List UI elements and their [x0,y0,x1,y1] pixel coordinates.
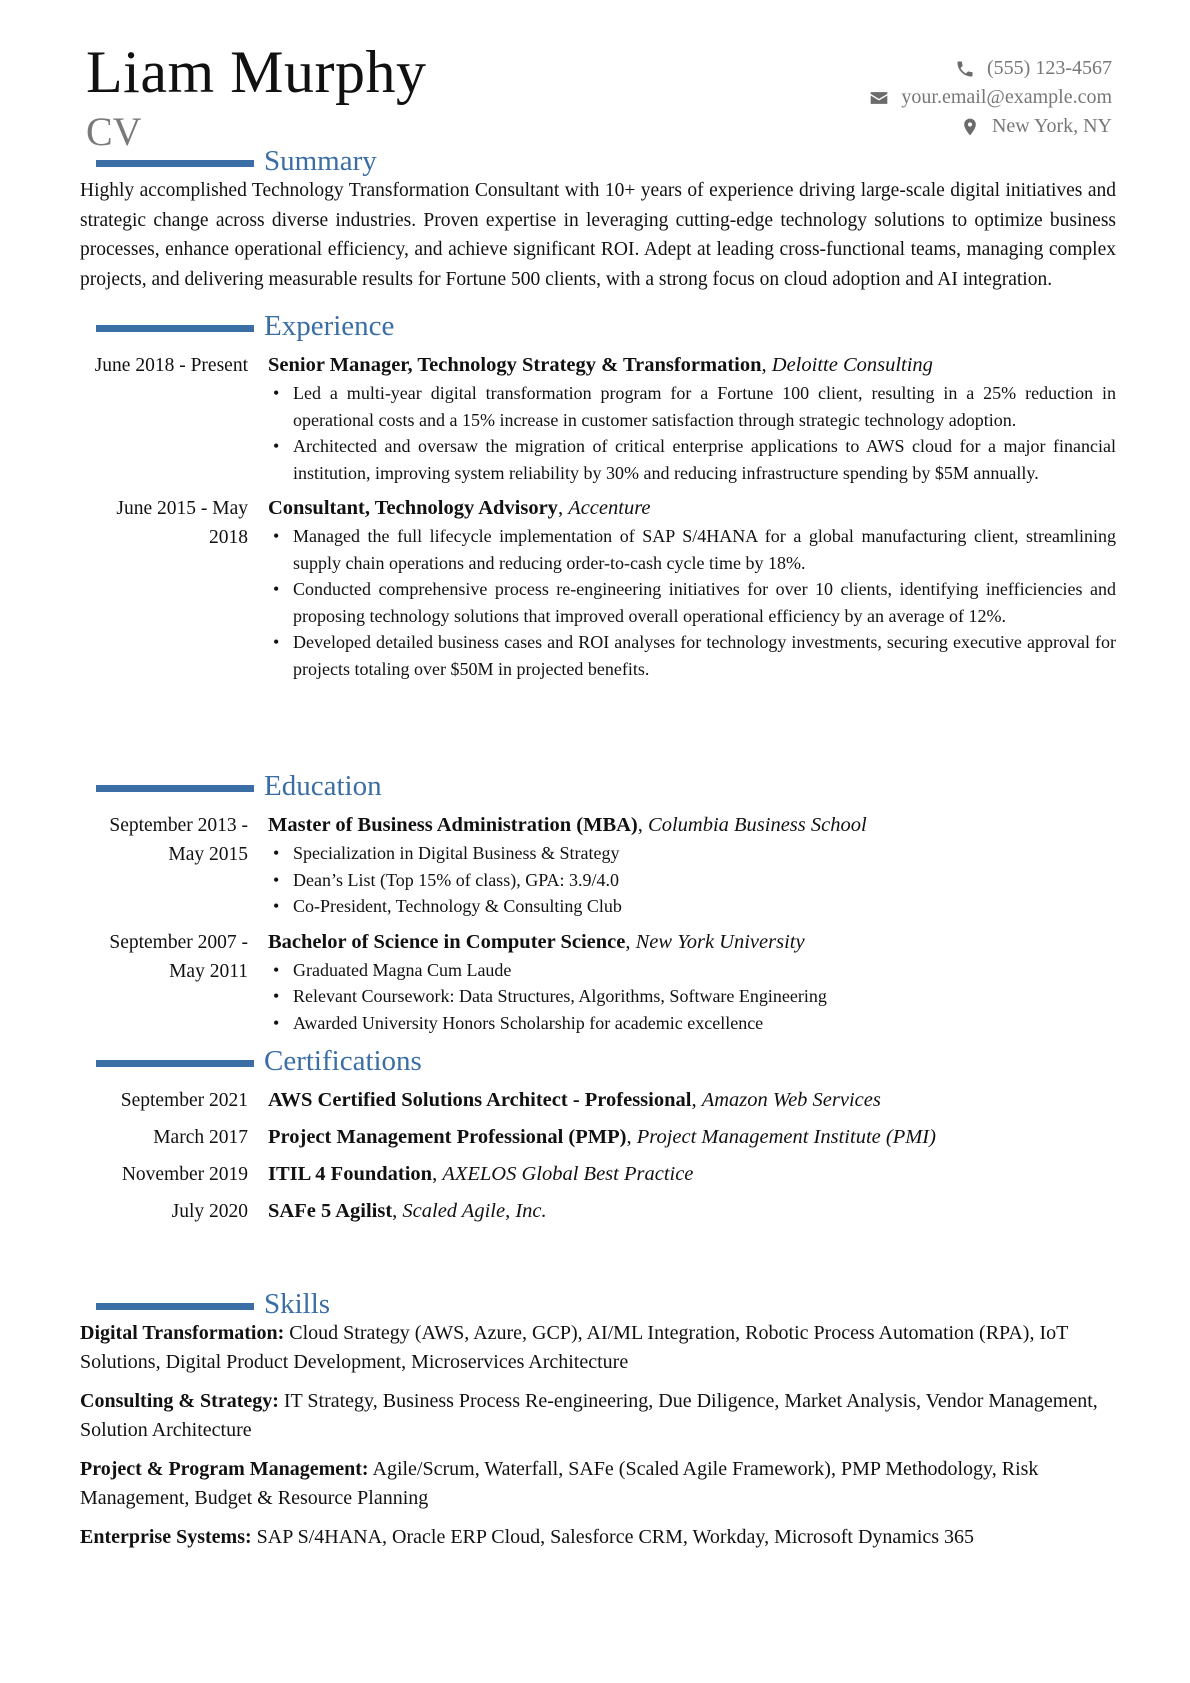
bullet-item: • Conducted comprehensive process re-engineering initiatives for over 10 clients, identifying inefficiencies and proposing technology solutions that improved overall operational efficiency by an average of 12%. [293,576,1116,629]
skill-items: IT Strategy, Business Process Re-engineering, Due Diligence, Market Analysis, Vendor Management, Solution Architecture [80,1390,1098,1441]
cert-name: Project Management Professional (PMP) [268,1126,627,1148]
contact-email [869,83,1112,112]
candidate-name: Liam Murphy [86,39,427,105]
section-heading [86,771,1116,801]
entry-date: June 2015 - May 2018 [116,498,248,548]
contact-phone [869,54,1112,83]
section-title: Skills [264,1288,331,1320]
entry-role: Consultant, Technology Advisory [268,497,558,519]
certification-entry: September 2021 AWS Certified Solutions Architect - Professional, Amazon Web Services [86,1086,1116,1115]
skills-section [80,1288,1116,1562]
bullet-item: • Specialization in Digital Business & Strategy [293,840,1116,867]
cert-issuer: Project Management Institute (PMI) [636,1126,936,1148]
phone-icon [955,59,975,79]
skill-items: Agile/Scrum, Waterfall, SAFe (Scaled Agile Framework), PMP Methodology, Risk Management, Budget & Resource Planning [80,1458,1039,1509]
education-entry: September 2007 - May 2011 Bachelor of Science in Computer Science, New York University • Graduated Magna Cum Laude • Relevant Coursework: Data Structures, Algorithms, Software Engineering • Awarded University Honors Scholarship for academic excellence [86,928,1116,1037]
section-accent-bar [96,160,254,167]
entry-date: September 2021 [120,1090,248,1111]
bullet-item: • Awarded University Honors Scholarship for academic excellence [293,1010,1116,1037]
entry-school: Columbia Business School [648,814,867,836]
entry-school: New York University [635,930,805,953]
section-title: Experience [264,310,395,342]
entry-date: June 2018 - Present [94,355,248,376]
bullet-item: • Co-President, Technology & Consulting Club [293,893,1116,920]
cert-name: AWS Certified Solutions Architect - Professional [268,1089,692,1111]
section-heading [86,146,1116,176]
certifications-section [86,1046,1116,1226]
certification-entry: March 2017 Project Management Professional (PMP), Project Management Institute (PMI) [86,1123,1116,1152]
entry-degree: Bachelor of Science in Computer Science [268,930,626,953]
phone-text[interactable]: (555) 123-4567 [987,57,1112,79]
section-accent-bar [96,1303,254,1310]
skill-group [80,1387,1116,1445]
skill-label: Project & Program Management: [80,1458,369,1480]
cert-issuer: AXELOS Global Best Practice [442,1163,694,1185]
cert-issuer: Scaled Agile, Inc. [402,1200,547,1222]
experience-entry: June 2018 - Present Senior Manager, Technology Strategy & Transformation, Deloitte Consulting • Led a multi-year digital transformation program for a Fortune 100 client, resulting in a 25% reduction in operational costs and a 15% increase in customer satisfaction through strategic technology adoption. • Architected and oversaw the migration of critical enterprise applications to AWS cloud for a major financial institution, improving system reliability by 30% and reducing infrastructure spending by $5M annually. [86,351,1116,486]
contact-location [869,112,1112,141]
entry-date: July 2020 [171,1201,248,1222]
bullet-item: • Architected and oversaw the migration of critical enterprise applications to AWS cloud for a major financial institution, improving system reliability by 30% and reducing infrastructure spending by $5M annually. [293,433,1116,486]
entry-org: Accenture [568,497,651,519]
bullet-item: • Relevant Coursework: Data Structures, Algorithms, Software Engineering [293,983,1116,1010]
cert-name: ITIL 4 Foundation [268,1163,433,1185]
experience-entry: June 2015 - May 2018 Consultant, Technology Advisory, Accenture • Managed the full lifecycle implementation of SAP S/4HANA for a global manufacturing client, streamlining supply chain operations and reducing order-to-cash cycle time by 18%. • Conducted comprehensive process re-engineering initiatives for over 10 clients, identifying inefficiencies and proposing technology solutions that improved overall operational efficiency by an average of 12%. • Developed detailed business cases and ROI analyses for technology investments, securing executive approval for projects totaling over $50M in projected benefits. [86,494,1116,682]
section-heading [86,1289,1116,1319]
education-section [86,771,1116,1036]
entry-bullets [268,840,1116,920]
skill-label: Digital Transformation: [80,1322,285,1344]
experience-section [86,311,1116,682]
skill-items: Cloud Strategy (AWS, Azure, GCP), AI/ML Integration, Robotic Process Automation (RPA), IoT Solutions, Digital Product Development, Microservices Architecture [80,1322,1068,1373]
skill-label: Consulting & Strategy: [80,1390,279,1412]
entry-bullets [268,380,1116,486]
entry-role: Senior Manager, Technology Strategy & Transformation [268,354,762,376]
cert-name: SAFe 5 Agilist [268,1200,393,1222]
entry-degree: Master of Business Administration (MBA) [268,814,638,836]
envelope-icon [869,88,889,108]
section-heading [86,311,1116,341]
section-heading [86,1046,1116,1076]
section-title: Education [264,770,382,802]
cert-issuer: Amazon Web Services [701,1089,881,1111]
section-title: Summary [264,145,377,177]
education-entry: September 2013 - May 2015 Master of Business Administration (MBA), Columbia Business School • Specialization in Digital Business & Strategy • Dean’s List (Top 15% of class), GPA: 3.9/4.0 • Co-President, Technology & Consulting Club [86,811,1116,920]
skill-label: Enterprise Systems: [80,1526,252,1548]
contact-info [869,54,1112,141]
entry-date: November 2019 [121,1164,248,1185]
entry-date: September 2007 - May 2011 [109,931,248,982]
entry-bullets [268,523,1116,682]
bullet-item: • Led a multi-year digital transformation program for a Fortune 100 client, resulting in a 25% reduction in operational costs and a 15% increase in customer satisfaction through strategic technology adoption. [293,380,1116,433]
map-pin-icon [960,117,980,137]
entry-date: September 2013 - May 2015 [109,815,248,865]
entry-org: Deloitte Consulting [771,354,933,376]
certification-entry: November 2019 ITIL 4 Foundation, AXELOS Global Best Practice [86,1160,1116,1189]
certification-entry: July 2020 SAFe 5 Agilist, Scaled Agile, Inc. [86,1197,1116,1226]
section-accent-bar [96,325,254,332]
section-accent-bar [96,785,254,792]
summary-text: Highly accomplished Technology Transformation Consultant with 10+ years of experience driving large-scale digital initiatives and strategic change across diverse industries. Proven expertise in leveraging cutting-edge technology solutions to optimize business processes, enhance operational efficiency, and achieve significant ROI. Adept at leading cross-functional teams, managing complex projects, and delivering measurable results for Fortune 500 clients, with a strong focus on cloud adoption and AI integration. [80,180,1116,290]
section-title: Certifications [264,1045,422,1077]
skill-group [80,1523,1116,1552]
entry-bullets [268,957,1116,1037]
skill-group [80,1455,1116,1513]
entry-date: March 2017 [153,1127,248,1148]
location-text: New York, NY [991,115,1112,137]
summary-section [80,145,1116,294]
bullet-item: • Managed the full lifecycle implementation of SAP S/4HANA for a global manufacturing client, streamlining supply chain operations and reducing order-to-cash cycle time by 18%. [293,523,1116,576]
section-accent-bar [96,1060,254,1067]
email-link[interactable]: your.email@example.com [901,86,1112,108]
skill-items: SAP S/4HANA, Oracle ERP Cloud, Salesforce CRM, Workday, Microsoft Dynamics 365 [256,1526,975,1548]
document-subtitle: CV [86,109,142,154]
bullet-item: • Developed detailed business cases and ROI analyses for technology investments, securing executive approval for projects totaling over $50M in projected benefits. [293,629,1116,682]
skill-group [80,1319,1116,1377]
bullet-item: • Dean’s List (Top 15% of class), GPA: 3.9/4.0 [293,867,1116,894]
bullet-item: • Graduated Magna Cum Laude [293,957,1116,984]
